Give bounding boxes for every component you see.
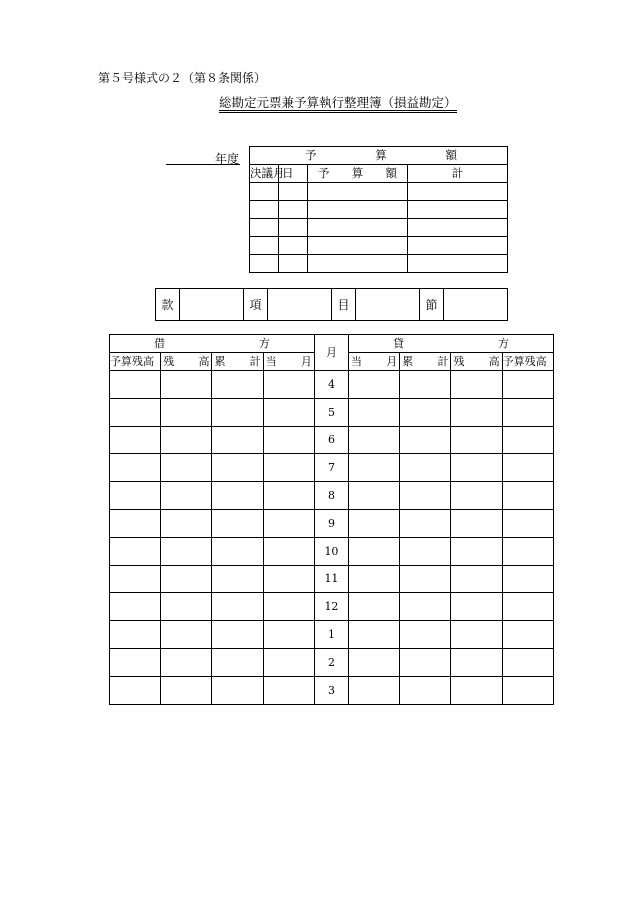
ledger-entry-cell[interactable]: [451, 482, 502, 510]
ledger-entry-cell[interactable]: [212, 537, 263, 565]
ledger-entry-cell[interactable]: [502, 509, 553, 537]
budget-header-row: [250, 147, 508, 165]
ledger-entry-cell[interactable]: [110, 454, 161, 482]
ledger-entry-cell[interactable]: [263, 676, 314, 704]
ledger-entry-cell[interactable]: [263, 426, 314, 454]
ledger-entry-cell[interactable]: [400, 593, 451, 621]
day-header: 日: [279, 165, 308, 183]
ledger-entry-cell[interactable]: [110, 565, 161, 593]
ledger-entry-cell[interactable]: [110, 676, 161, 704]
ledger-entry-cell[interactable]: [349, 621, 400, 649]
credit-budget-balance-header: 予算残高: [502, 353, 553, 371]
ledger-entry-cell[interactable]: [110, 537, 161, 565]
month-cell: 12: [314, 593, 348, 621]
ledger-entry-cell[interactable]: [349, 593, 400, 621]
month-cell: 6: [314, 426, 348, 454]
ledger-entry-cell[interactable]: [451, 426, 502, 454]
month-cell: 8: [314, 482, 348, 510]
ledger-entry-cell[interactable]: [263, 371, 314, 399]
ledger-entry-cell[interactable]: [451, 621, 502, 649]
budget-row[interactable]: [250, 183, 508, 201]
ledger-entry-cell[interactable]: [451, 454, 502, 482]
fiscal-year-label: 年度: [214, 152, 239, 166]
ledger-entry-cell[interactable]: [502, 454, 553, 482]
ledger-entry-cell[interactable]: [161, 593, 212, 621]
ledger-entry-cell[interactable]: [451, 537, 502, 565]
ledger-entry-cell[interactable]: [263, 482, 314, 510]
ledger-entry-cell[interactable]: [110, 621, 161, 649]
month-cell: 9: [314, 509, 348, 537]
ledger-entry-cell[interactable]: [212, 371, 263, 399]
form-number: 第５号様式の２（第８条関係）: [98, 71, 267, 85]
ledger-row[interactable]: [110, 621, 554, 649]
ledger-entry-cell[interactable]: [400, 565, 451, 593]
ledger-entry-cell[interactable]: [502, 593, 553, 621]
debit-balance-header: 残 高: [161, 353, 212, 371]
ledger-entry-cell[interactable]: [349, 648, 400, 676]
ledger-entry-cell[interactable]: [161, 482, 212, 510]
ledger-entry-cell[interactable]: [400, 398, 451, 426]
ledger-entry-cell[interactable]: [400, 426, 451, 454]
month-cell: 2: [314, 648, 348, 676]
ledger-entry-cell[interactable]: [212, 509, 263, 537]
ledger-entry-cell[interactable]: [502, 648, 553, 676]
ledger-entry-cell[interactable]: [212, 426, 263, 454]
ledger-entry-cell[interactable]: [400, 454, 451, 482]
account-label-kou: 項: [244, 289, 268, 321]
credit-current-month-header: 当 月: [349, 353, 400, 371]
ledger-entry-cell[interactable]: [400, 648, 451, 676]
ledger-entry-cell[interactable]: [110, 482, 161, 510]
ledger-entry-cell[interactable]: [161, 509, 212, 537]
ledger-entry-cell[interactable]: [451, 509, 502, 537]
ledger-entry-cell[interactable]: [349, 565, 400, 593]
fiscal-year-field[interactable]: [166, 150, 240, 165]
account-label-setsu: 節: [420, 289, 444, 321]
ledger-entry-cell[interactable]: [451, 676, 502, 704]
ledger-entry-cell[interactable]: [349, 426, 400, 454]
ledger-body: [110, 371, 554, 705]
account-field-kan[interactable]: [180, 289, 244, 321]
ledger-row[interactable]: [110, 482, 554, 510]
ledger-entry-cell[interactable]: [212, 676, 263, 704]
budget-header-char: 額: [445, 147, 457, 162]
ledger-entry-cell[interactable]: [110, 509, 161, 537]
ledger-row[interactable]: [110, 676, 554, 704]
ledger-entry-cell[interactable]: [161, 565, 212, 593]
ledger-entry-cell[interactable]: [212, 593, 263, 621]
ledger-entry-cell[interactable]: [110, 593, 161, 621]
account-label-moku: 目: [332, 289, 356, 321]
debit-cumulative-header: 累 計: [212, 353, 263, 371]
ledger-entry-cell[interactable]: [502, 398, 553, 426]
ledger-table: [109, 334, 554, 705]
ledger-entry-cell[interactable]: [349, 398, 400, 426]
account-field-moku[interactable]: [356, 289, 420, 321]
debit-header: 借 方: [110, 335, 315, 353]
ledger-entry-cell[interactable]: [263, 621, 314, 649]
ledger-entry-cell[interactable]: [110, 648, 161, 676]
credit-cumulative-header: 累 計: [400, 353, 451, 371]
ledger-entry-cell[interactable]: [161, 676, 212, 704]
ledger-entry-cell[interactable]: [451, 648, 502, 676]
budget-row[interactable]: [250, 201, 508, 219]
ledger-entry-cell[interactable]: [212, 621, 263, 649]
budget-header-char: 算: [375, 147, 387, 162]
ledger-entry-cell[interactable]: [161, 398, 212, 426]
ledger-row[interactable]: [110, 509, 554, 537]
ledger-row[interactable]: [110, 537, 554, 565]
budget-row[interactable]: [250, 255, 508, 273]
month-cell: 3: [314, 676, 348, 704]
ledger-entry-cell[interactable]: [110, 371, 161, 399]
ledger-entry-cell[interactable]: [263, 509, 314, 537]
ledger-entry-cell[interactable]: [502, 676, 553, 704]
decision-header: 決議月: [250, 165, 279, 183]
ledger-row[interactable]: [110, 454, 554, 482]
month-cell: 4: [314, 371, 348, 399]
ledger-row[interactable]: [110, 593, 554, 621]
ledger-entry-cell[interactable]: [263, 398, 314, 426]
ledger-entry-cell[interactable]: [349, 482, 400, 510]
ledger-entry-cell[interactable]: [502, 426, 553, 454]
ledger-entry-cell[interactable]: [400, 509, 451, 537]
debit-budget-balance-header: 予算残高: [110, 353, 161, 371]
ledger-entry-cell[interactable]: [110, 426, 161, 454]
ledger-entry-cell[interactable]: [349, 537, 400, 565]
credit-header: 貸 方: [349, 335, 554, 353]
total-header: 計: [408, 165, 508, 183]
account-field-setsu[interactable]: [444, 289, 508, 321]
ledger-entry-cell[interactable]: [502, 621, 553, 649]
account-classification-table: [155, 288, 508, 321]
ledger-row[interactable]: [110, 565, 554, 593]
ledger-entry-cell[interactable]: [212, 648, 263, 676]
ledger-entry-cell[interactable]: [400, 676, 451, 704]
ledger-entry-cell[interactable]: [349, 676, 400, 704]
ledger-entry-cell[interactable]: [161, 621, 212, 649]
ledger-entry-cell[interactable]: [400, 482, 451, 510]
ledger-entry-cell[interactable]: [161, 537, 212, 565]
month-cell: 11: [314, 565, 348, 593]
ledger-entry-cell[interactable]: [263, 648, 314, 676]
ledger-entry-cell[interactable]: [161, 426, 212, 454]
ledger-entry-cell[interactable]: [502, 565, 553, 593]
ledger-entry-cell[interactable]: [349, 509, 400, 537]
ledger-entry-cell[interactable]: [349, 454, 400, 482]
month-cell: 1: [314, 621, 348, 649]
ledger-entry-cell[interactable]: [502, 537, 553, 565]
ledger-entry-cell[interactable]: [212, 398, 263, 426]
ledger-entry-cell[interactable]: [263, 454, 314, 482]
ledger-row[interactable]: [110, 648, 554, 676]
month-cell: 5: [314, 398, 348, 426]
ledger-entry-cell[interactable]: [502, 482, 553, 510]
budget-amount-header: [250, 147, 508, 165]
ledger-entry-cell[interactable]: [400, 621, 451, 649]
budget-header-char: 予: [305, 147, 317, 162]
budget-row[interactable]: [250, 219, 508, 237]
ledger-entry-cell[interactable]: [263, 537, 314, 565]
ledger-entry-cell[interactable]: [349, 371, 400, 399]
month-header: 月: [314, 335, 348, 371]
ledger-header-row: [110, 335, 554, 353]
ledger-entry-cell[interactable]: [263, 565, 314, 593]
ledger-entry-cell[interactable]: [161, 371, 212, 399]
credit-balance-header: 残 高: [451, 353, 502, 371]
document-title: 総勘定元票兼予算執行整理簿（損益勘定）: [219, 96, 457, 113]
budget-subheader-row: [250, 165, 508, 183]
ledger-entry-cell[interactable]: [161, 648, 212, 676]
month-cell: 10: [314, 537, 348, 565]
ledger-entry-cell[interactable]: [161, 454, 212, 482]
ledger-entry-cell[interactable]: [263, 593, 314, 621]
ledger-entry-cell[interactable]: [502, 371, 553, 399]
account-label-kan: 款: [156, 289, 180, 321]
ledger-entry-cell[interactable]: [451, 593, 502, 621]
ledger-entry-cell[interactable]: [400, 371, 451, 399]
budget-table: [249, 146, 508, 273]
ledger-entry-cell[interactable]: [212, 482, 263, 510]
ledger-row[interactable]: [110, 398, 554, 426]
account-field-kou[interactable]: [268, 289, 332, 321]
ledger-entry-cell[interactable]: [400, 537, 451, 565]
ledger-entry-cell[interactable]: [451, 398, 502, 426]
budget-col-header: 予 算 額: [308, 165, 408, 183]
ledger-entry-cell[interactable]: [212, 565, 263, 593]
ledger-row[interactable]: [110, 426, 554, 454]
ledger-entry-cell[interactable]: [451, 565, 502, 593]
ledger-entry-cell[interactable]: [110, 398, 161, 426]
ledger-entry-cell[interactable]: [212, 454, 263, 482]
ledger-entry-cell[interactable]: [451, 371, 502, 399]
budget-row[interactable]: [250, 237, 508, 255]
month-cell: 7: [314, 454, 348, 482]
ledger-row[interactable]: [110, 371, 554, 399]
debit-current-month-header: 当 月: [263, 353, 314, 371]
